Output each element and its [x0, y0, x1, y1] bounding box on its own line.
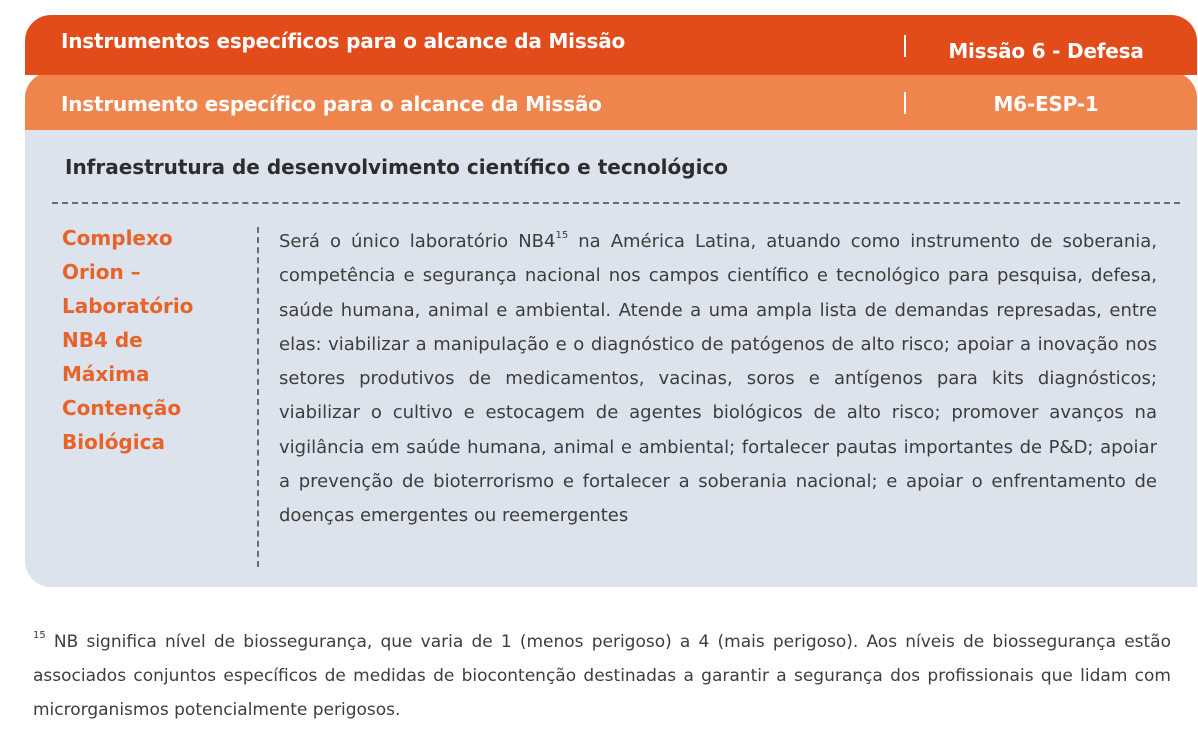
description-text-rest: na América Latina, atuando como instrumento de soberania, competência e segurança nacional nos campos científico e tecnológico para pesquisa, defesa, saúde humana, animal e ambiental. Atende a uma ampla lista de demandas represadas, entre elas: viabilizar a manipulação e o diagnóstico de patógenos de alto risco; apoiar a inovação nos setores produtivos de medicamentos, vacinas, soros e antígenos para kits diagnósticos; viabilizar o cultivo e estocagem de agentes biológicos de alto risco; promover avanços na vigilância em saúde humana, animal e ambiental; fortalecer pautas importantes de P&D; apoiar a prevenção de bioterrorismo e fortalecer a soberania nacional; e apoiar o enfrentamento de doenças emergentes ou reemergentes: [279, 231, 1157, 527]
instrument-panel: [25, 127, 1197, 587]
item-label: Complexo Orion – Laboratório NB4 de Máxima Contenção Biológica: [62, 226, 194, 454]
item-description: [279, 225, 1157, 534]
instrument-header-bar: [25, 72, 1197, 130]
footnote: [33, 625, 1171, 727]
instrument-title: Instrumento específico para o alcance da Missão: [61, 92, 602, 116]
vertical-divider: [257, 227, 259, 567]
horizontal-divider: [52, 202, 1180, 204]
footnote-text: NB significa nível de biossegurança, que varia de 1 (menos perigoso) a 4 (mais perigoso). Aos níveis de biossegurança estão associados conjuntos específicos de medidas de biocontenção destinadas a garantir a segurança dos profissionais que lidam com microrganismos potencialmente perigosos.: [33, 632, 1171, 720]
section-title: Infraestrutura de desenvolvimento científico e tecnológico: [65, 155, 729, 179]
footnote-number: 15: [33, 630, 46, 642]
header-separator: [904, 92, 906, 114]
footnote-reference[interactable]: 15: [555, 230, 569, 241]
header-separator: [904, 35, 906, 57]
mission-label: Missão 6 - Defesa: [948, 39, 1144, 63]
instruments-title: Instrumentos específicos para o alcance da Missão: [61, 29, 626, 53]
mission-header-bar: [25, 15, 1197, 75]
instrument-code: M6-ESP-1: [993, 92, 1099, 116]
description-text-start: Será o único laboratório NB4: [279, 231, 556, 252]
